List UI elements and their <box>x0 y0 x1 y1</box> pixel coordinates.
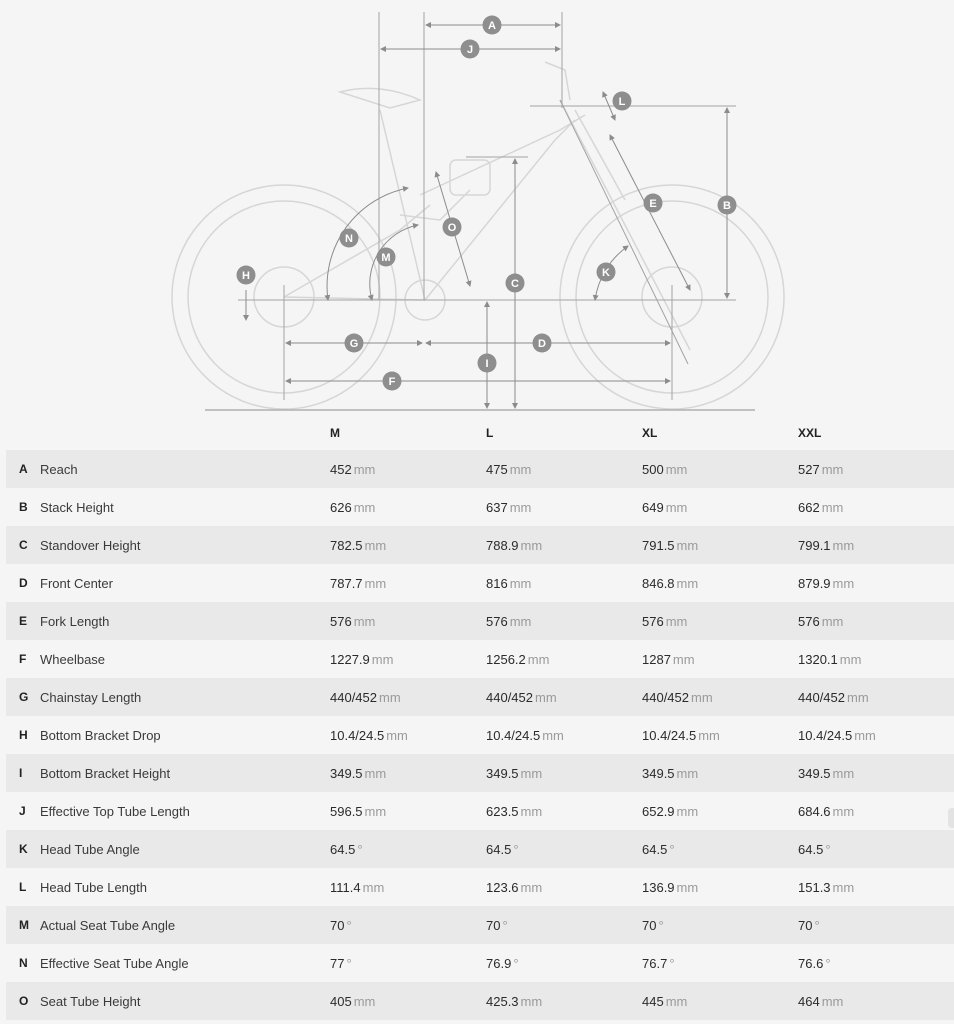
diagram-marker-e <box>644 194 663 213</box>
row-parameter-name: Front Center <box>40 576 113 591</box>
diagram-marker-label: J <box>466 44 474 56</box>
row-letter: J <box>19 804 26 818</box>
diagram-marker-m <box>377 248 396 267</box>
value-number: 349.5 <box>486 766 519 781</box>
row-parameter-name: Head Tube Angle <box>40 842 140 857</box>
value-unit: mm <box>847 690 869 705</box>
value-unit: mm <box>832 880 855 895</box>
table-row <box>6 906 954 944</box>
row-parameter-name: Effective Top Tube Length <box>40 804 190 819</box>
row-parameter-name: Head Tube Length <box>40 880 147 895</box>
row-parameter-name: Reach <box>40 462 78 477</box>
diagram-marker-label: D <box>538 338 546 350</box>
row-value-cell <box>330 804 386 819</box>
size-header-xl: XL <box>642 426 658 440</box>
diagram-marker-label: N <box>345 233 353 245</box>
row-value-cell <box>798 462 843 477</box>
diagram-marker-label: C <box>511 278 519 290</box>
value-unit: mm <box>665 994 688 1009</box>
value-number: 76.9 <box>486 956 512 971</box>
value-number: 662 <box>798 500 820 515</box>
table-row <box>6 678 954 716</box>
value-number: 464 <box>798 994 820 1009</box>
table-row <box>6 944 954 982</box>
value-unit: ° <box>825 842 831 857</box>
diagram-marker-d <box>533 334 552 353</box>
value-number: 70 <box>330 918 345 933</box>
value-unit: ° <box>825 956 831 971</box>
row-value-cell <box>486 880 542 895</box>
value-unit: mm <box>698 728 720 743</box>
value-unit: mm <box>353 994 376 1009</box>
table-row <box>6 982 954 1020</box>
value-number: 846.8 <box>642 576 675 591</box>
value-unit: mm <box>839 652 862 667</box>
row-value-cell <box>486 538 542 553</box>
row-parameter-name: Stack Height <box>40 500 114 515</box>
row-value-cell <box>642 538 698 553</box>
value-number: 475 <box>486 462 508 477</box>
row-value-cell <box>486 690 557 705</box>
value-unit: mm <box>520 994 543 1009</box>
row-parameter-name: Actual Seat Tube Angle <box>40 918 176 933</box>
value-unit: mm <box>509 576 532 591</box>
row-value-cell <box>798 766 854 781</box>
value-number: 452 <box>330 462 352 477</box>
value-unit: mm <box>371 652 394 667</box>
value-number: 64.5 <box>798 842 824 857</box>
row-value-cell <box>486 918 508 933</box>
value-number: 425.3 <box>486 994 519 1009</box>
row-letter: I <box>19 766 23 780</box>
value-number: 10.4/24.5 <box>642 728 697 743</box>
diagram-marker-c <box>506 274 525 293</box>
diagram-marker-a <box>483 16 502 35</box>
value-unit: mm <box>676 766 699 781</box>
value-number: 440/452 <box>486 690 533 705</box>
value-unit: mm <box>691 690 713 705</box>
row-letter: L <box>19 880 27 894</box>
row-parameter-name: Seat Tube Height <box>40 994 141 1009</box>
value-unit: mm <box>386 728 408 743</box>
value-number: 791.5 <box>642 538 675 553</box>
value-unit: mm <box>364 538 387 553</box>
value-number: 1256.2 <box>486 652 526 667</box>
value-number: 816 <box>486 576 508 591</box>
value-number: 649 <box>642 500 664 515</box>
table-row <box>6 564 954 602</box>
row-value-cell <box>642 690 713 705</box>
size-header-l: L <box>486 426 494 440</box>
row-value-cell <box>642 956 675 971</box>
diagram-marker-label: O <box>447 222 457 234</box>
row-parameter-name: Effective Seat Tube Angle <box>40 956 189 971</box>
value-number: 576 <box>798 614 820 629</box>
row-value-cell <box>330 538 386 553</box>
value-number: 64.5 <box>486 842 512 857</box>
row-value-cell <box>486 614 531 629</box>
value-number: 782.5 <box>330 538 363 553</box>
value-unit: mm <box>821 500 844 515</box>
value-number: 70 <box>798 918 813 933</box>
value-number: 136.9 <box>642 880 675 895</box>
value-unit: ° <box>346 918 352 933</box>
row-value-cell <box>486 500 531 515</box>
value-unit: ° <box>346 956 352 971</box>
row-letter: M <box>19 918 29 932</box>
table-row <box>6 868 954 906</box>
value-unit: ° <box>669 842 675 857</box>
row-value-cell <box>798 614 843 629</box>
row-value-cell <box>330 994 375 1009</box>
diagram-marker-label: L <box>618 96 626 108</box>
row-value-cell <box>642 576 698 591</box>
row-value-cell <box>330 614 375 629</box>
row-value-cell <box>798 500 843 515</box>
value-unit: mm <box>676 804 699 819</box>
value-unit: ° <box>513 842 519 857</box>
row-letter: G <box>19 690 29 704</box>
row-value-cell <box>330 956 352 971</box>
value-number: 10.4/24.5 <box>330 728 385 743</box>
value-unit: mm <box>535 690 557 705</box>
value-unit: mm <box>665 500 688 515</box>
table-row <box>6 716 954 754</box>
row-value-cell <box>330 500 375 515</box>
value-number: 788.9 <box>486 538 519 553</box>
row-value-cell <box>486 728 564 743</box>
value-unit: mm <box>362 880 385 895</box>
row-value-cell <box>486 994 542 1009</box>
value-number: 1320.1 <box>798 652 838 667</box>
value-unit: mm <box>665 462 688 477</box>
value-number: 440/452 <box>798 690 845 705</box>
row-parameter-name: Bottom Bracket Drop <box>40 728 161 743</box>
value-number: 405 <box>330 994 352 1009</box>
value-number: 799.1 <box>798 538 831 553</box>
row-value-cell <box>798 690 869 705</box>
row-value-cell <box>798 728 876 743</box>
value-unit: ° <box>814 918 820 933</box>
row-value-cell <box>486 956 519 971</box>
row-value-cell <box>330 690 401 705</box>
row-value-cell <box>330 766 386 781</box>
row-value-cell <box>330 576 386 591</box>
value-number: 70 <box>486 918 501 933</box>
value-number: 576 <box>330 614 352 629</box>
row-letter: F <box>19 652 27 666</box>
row-parameter-name: Wheelbase <box>40 652 106 667</box>
value-number: 623.5 <box>486 804 519 819</box>
row-value-cell <box>330 728 408 743</box>
row-value-cell <box>330 918 352 933</box>
value-unit: mm <box>520 804 543 819</box>
value-unit: mm <box>353 462 376 477</box>
value-unit: mm <box>821 614 844 629</box>
value-unit: mm <box>821 462 844 477</box>
row-value-cell <box>798 880 854 895</box>
row-value-cell <box>330 462 375 477</box>
value-unit: mm <box>832 766 855 781</box>
value-number: 76.7 <box>642 956 668 971</box>
diagram-marker-label: M <box>381 252 391 264</box>
row-value-cell <box>486 576 531 591</box>
row-value-cell <box>798 538 854 553</box>
table-row <box>6 830 954 868</box>
value-number: 76.6 <box>798 956 824 971</box>
diagram-marker-j <box>461 40 480 59</box>
value-unit: mm <box>364 766 387 781</box>
row-value-cell <box>642 880 698 895</box>
value-number: 77 <box>330 956 345 971</box>
value-number: 1287 <box>642 652 671 667</box>
value-unit: mm <box>676 538 699 553</box>
diagram-marker-l <box>613 92 632 111</box>
value-number: 64.5 <box>642 842 668 857</box>
table-row <box>6 754 954 792</box>
row-value-cell <box>798 804 854 819</box>
value-unit: mm <box>527 652 550 667</box>
size-header-m: M <box>330 426 340 440</box>
row-parameter-name: Chainstay Length <box>40 690 142 705</box>
diagram-marker-h <box>237 266 256 285</box>
row-value-cell <box>642 766 698 781</box>
row-value-cell <box>486 804 542 819</box>
diagram-marker-k <box>597 263 616 282</box>
value-unit: mm <box>509 614 532 629</box>
row-letter: D <box>19 576 28 590</box>
value-unit: mm <box>676 576 699 591</box>
value-number: 111.4 <box>330 880 361 895</box>
diagram-marker-label: I <box>485 358 489 370</box>
row-parameter-name: Fork Length <box>40 614 110 629</box>
row-letter: K <box>19 842 28 856</box>
row-parameter-name: Bottom Bracket Height <box>40 766 171 781</box>
value-unit: mm <box>509 462 532 477</box>
row-value-cell <box>486 842 519 857</box>
row-value-cell <box>642 994 687 1009</box>
value-unit: ° <box>357 842 363 857</box>
value-number: 349.5 <box>330 766 363 781</box>
value-number: 349.5 <box>798 766 831 781</box>
diagram-marker-n <box>340 229 359 248</box>
value-unit: mm <box>364 576 387 591</box>
value-unit: mm <box>364 804 387 819</box>
value-unit: ° <box>513 956 519 971</box>
row-letter: H <box>19 728 28 742</box>
value-unit: mm <box>672 652 695 667</box>
table-row <box>6 450 954 488</box>
row-value-cell <box>330 880 384 895</box>
row-value-cell <box>798 956 831 971</box>
row-value-cell <box>642 500 687 515</box>
row-value-cell <box>486 652 549 667</box>
value-unit: ° <box>658 918 664 933</box>
value-number: 787.7 <box>330 576 363 591</box>
value-unit: mm <box>353 500 376 515</box>
value-unit: mm <box>832 538 855 553</box>
diagram-marker-label: H <box>242 270 250 282</box>
size-header-row <box>6 412 954 450</box>
value-unit: mm <box>353 614 376 629</box>
row-letter: N <box>19 956 28 970</box>
value-unit: mm <box>832 804 855 819</box>
row-value-cell <box>798 842 831 857</box>
row-value-cell <box>330 652 393 667</box>
value-unit: mm <box>832 576 855 591</box>
value-number: 440/452 <box>642 690 689 705</box>
value-number: 596.5 <box>330 804 363 819</box>
value-unit: ° <box>502 918 508 933</box>
table-row <box>6 526 954 564</box>
diagram-marker-label: K <box>602 267 610 279</box>
row-parameter-name: Standover Height <box>40 538 141 553</box>
value-number: 684.6 <box>798 804 831 819</box>
value-number: 527 <box>798 462 820 477</box>
value-number: 64.5 <box>330 842 356 857</box>
row-value-cell <box>642 462 687 477</box>
value-number: 151.3 <box>798 880 831 895</box>
row-value-cell <box>642 728 720 743</box>
row-letter: A <box>19 462 28 476</box>
value-unit: mm <box>542 728 564 743</box>
row-value-cell <box>642 804 698 819</box>
row-value-cell <box>798 994 843 1009</box>
bike-geometry-diagram <box>0 0 954 412</box>
diagram-marker-label: A <box>488 20 496 32</box>
side-tab-handle[interactable] <box>948 808 954 828</box>
diagram-marker-label: E <box>649 198 657 210</box>
value-number: 440/452 <box>330 690 377 705</box>
value-number: 576 <box>486 614 508 629</box>
geometry-table <box>6 412 954 1020</box>
diagram-marker-o <box>443 218 462 237</box>
row-letter: E <box>19 614 28 628</box>
row-letter: C <box>19 538 28 552</box>
diagram-marker-g <box>345 334 364 353</box>
value-unit: mm <box>520 538 543 553</box>
value-unit: mm <box>520 880 543 895</box>
value-unit: mm <box>854 728 876 743</box>
value-number: 445 <box>642 994 664 1009</box>
value-unit: mm <box>665 614 688 629</box>
row-letter: B <box>19 500 28 514</box>
row-value-cell <box>642 652 695 667</box>
diagram-marker-label: G <box>349 338 359 350</box>
row-value-cell <box>642 918 664 933</box>
table-row <box>6 792 954 830</box>
row-value-cell <box>798 918 820 933</box>
row-value-cell <box>642 842 675 857</box>
value-unit: mm <box>821 994 844 1009</box>
value-number: 652.9 <box>642 804 675 819</box>
value-number: 349.5 <box>642 766 675 781</box>
value-unit: mm <box>379 690 401 705</box>
value-number: 10.4/24.5 <box>486 728 541 743</box>
value-unit: mm <box>509 500 532 515</box>
value-unit: mm <box>676 880 699 895</box>
row-value-cell <box>798 576 854 591</box>
size-header-xxl: XXL <box>798 426 822 440</box>
row-value-cell <box>642 614 687 629</box>
value-number: 637 <box>486 500 508 515</box>
value-unit: mm <box>520 766 543 781</box>
value-number: 626 <box>330 500 352 515</box>
value-unit: ° <box>669 956 675 971</box>
row-value-cell <box>486 766 542 781</box>
diagram-marker-label: F <box>388 376 396 388</box>
value-number: 70 <box>642 918 657 933</box>
diagram-marker-f <box>383 372 402 391</box>
row-value-cell <box>330 842 363 857</box>
value-number: 576 <box>642 614 664 629</box>
table-row <box>6 602 954 640</box>
row-value-cell <box>798 652 861 667</box>
table-row <box>6 640 954 678</box>
table-row <box>6 488 954 526</box>
value-number: 879.9 <box>798 576 831 591</box>
diagram-marker-label: B <box>723 200 731 212</box>
value-number: 500 <box>642 462 664 477</box>
value-number: 1227.9 <box>330 652 370 667</box>
value-number: 10.4/24.5 <box>798 728 853 743</box>
diagram-marker-i <box>478 354 497 373</box>
diagram-marker-b <box>718 196 737 215</box>
row-value-cell <box>486 462 531 477</box>
row-letter: O <box>19 994 29 1008</box>
value-number: 123.6 <box>486 880 519 895</box>
